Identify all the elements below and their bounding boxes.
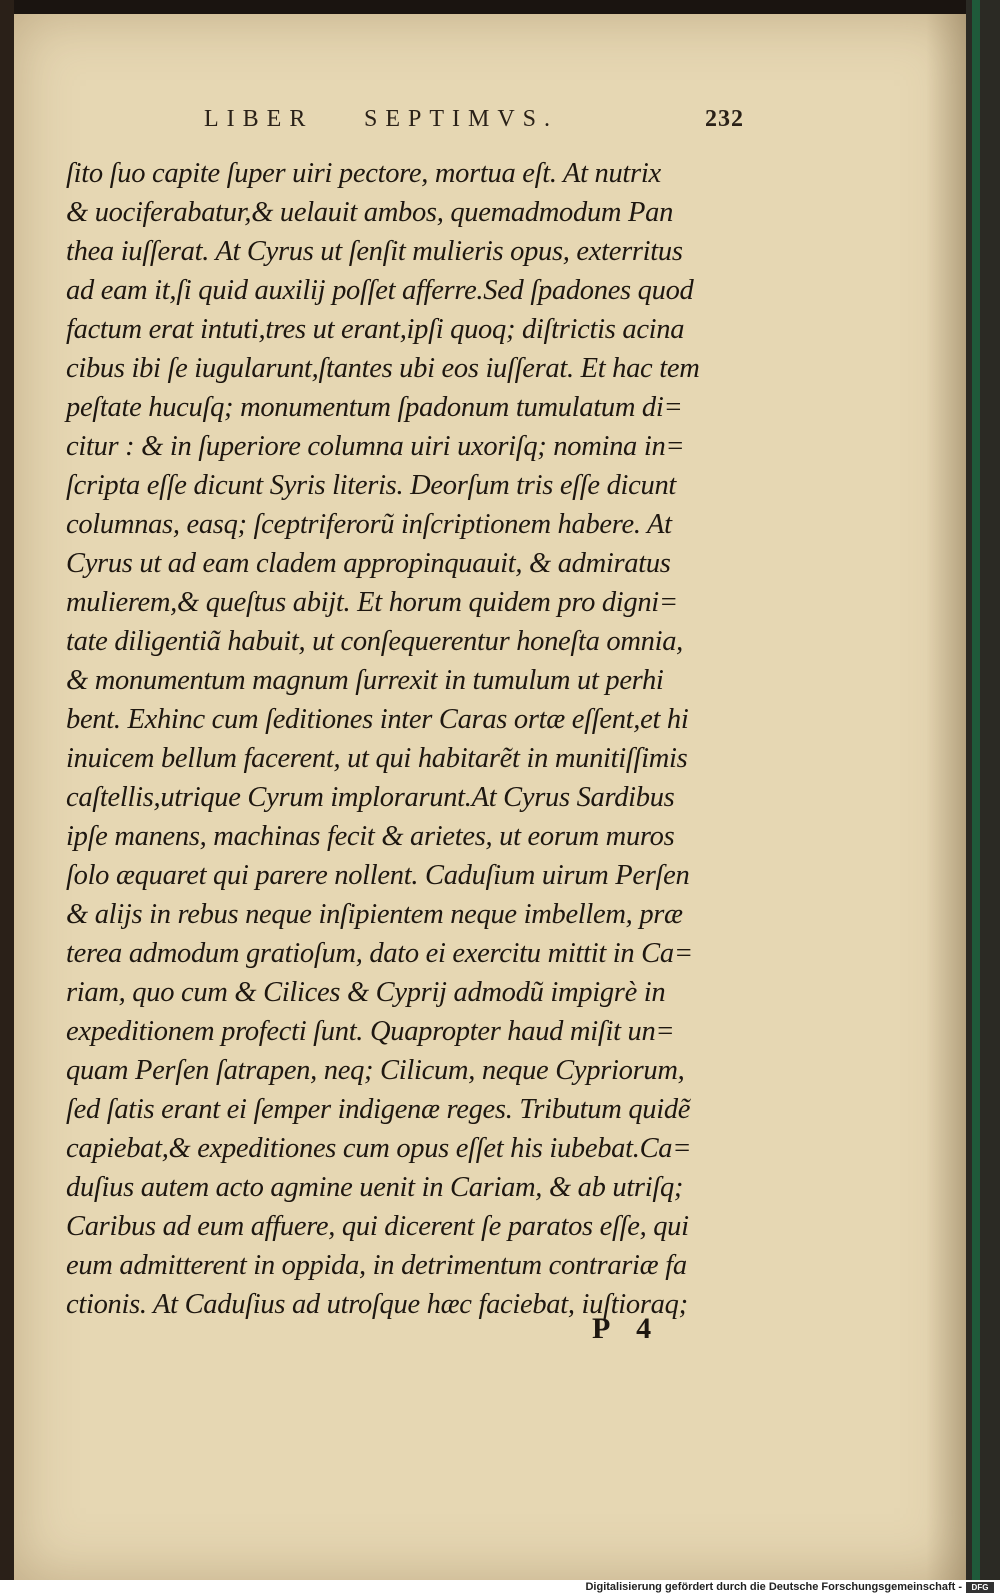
text-line: inuicem bellum facerent, ut qui habitarẽt in munitiſſimis [66, 743, 688, 774]
text-line: ſito ſuo capite ſuper uiri pectore, mortua eſt. At nutrix [66, 158, 661, 189]
running-head [204, 106, 744, 146]
text-line: ctionis. At Caduſius ad utroſque hæc faciebat, iuſtioraq; [66, 1289, 688, 1320]
scan-edge-top [0, 0, 1000, 14]
text-line: eum admitterent in oppida, in detrimentum contrariæ fa [66, 1250, 687, 1281]
text-line: & uociferabatur,& uelauit ambos, quemadmodum Pan [66, 197, 674, 228]
running-head-left: LIBER [204, 106, 314, 132]
text-line: terea admodum gratioſum, dato ei exercitu mittit in Ca= [66, 938, 693, 969]
text-line: & monumentum magnum ſurrexit in tumulum ut perhi [66, 665, 664, 696]
dfg-logo: DFG [966, 1582, 994, 1593]
footer-bar [0, 1580, 1000, 1595]
text-line: cibus ibi ſe iugularunt,ſtantes ubi eos iuſſerat. Et hac tem [66, 353, 700, 384]
book-page [14, 14, 966, 1580]
text-line: duſius autem acto agmine uenit in Cariam, & ab utriſq; [66, 1172, 684, 1203]
signature-mark: P 4 [592, 1312, 662, 1345]
text-line: ſcripta eſſe dicunt Syris literis. Deorſum tris eſſe dicunt [66, 470, 677, 501]
text-line: bent. Exhinc cum ſeditiones inter Caras ortæ eſſent,et hi [66, 704, 689, 735]
text-line: ipſe manens, machinas fecit & arietes, ut eorum muros [66, 821, 675, 852]
text-line: tate diligentiã habuit, ut conſequerentur honeſta omnia, [66, 626, 683, 657]
page-shadow [926, 14, 966, 1580]
text-line: caſtellis,utrique Cyrum implorarunt.At Cyrus Sardibus [66, 782, 675, 813]
text-line: mulierem,& queſtus abijt. Et horum quidem pro digni= [66, 587, 678, 618]
text-line: Cyrus ut ad eam cladem appropinquauit, & admiratus [66, 548, 671, 579]
text-line: Caribus ad eum affuere, qui dicerent ſe paratos eſſe, qui [66, 1211, 689, 1242]
scan-edge-left [0, 0, 14, 1580]
text-line: columnas, easq; ſceptriferorũ inſcriptionem habere. At [66, 509, 672, 540]
text-line: thea iuſſerat. At Cyrus ut ſenſit mulieris opus, exterritus [66, 236, 683, 267]
text-line: expeditionem profecti ſunt. Quapropter haud miſit un= [66, 1016, 675, 1047]
text-line: capiebat,& expeditiones cum opus eſſet his iubebat.Ca= [66, 1133, 692, 1164]
text-line: factum erat intuti,tres ut erant,ipſi quoq; diſtrictis acina [66, 314, 685, 345]
text-line: riam, quo cum & Cilices & Cyprij admodũ impigrè in [66, 977, 666, 1008]
running-head-middle: SEPTIMVS. [364, 106, 559, 132]
scan-strip [972, 0, 980, 1580]
body-text [66, 154, 746, 1324]
text-line: peſtate hucuſq; monumentum ſpadonum tumulatum di= [66, 392, 683, 423]
footer-credit: Digitalisierung gefördert durch die Deutsche Forschungsgemeinschaft - [585, 1581, 962, 1593]
text-line: citur : & in ſuperiore columna uiri uxoriſq; nomina in= [66, 431, 685, 462]
text-line: quam Perſen ſatrapen, neq; Cilicum, neque Cypriorum, [66, 1055, 685, 1086]
page-number: 232 [705, 106, 744, 132]
text-line: ſed ſatis erant ei ſemper indigenæ reges. Tributum quidẽ [66, 1094, 691, 1125]
text-line: & alijs in rebus neque inſipientem neque imbellem, præ [66, 899, 683, 930]
text-line: ſolo æquaret qui parere nollent. Caduſium uirum Perſen [66, 860, 690, 891]
text-line: ad eam it,ſi quid auxilij poſſet afferre.Sed ſpadones quod [66, 275, 694, 306]
